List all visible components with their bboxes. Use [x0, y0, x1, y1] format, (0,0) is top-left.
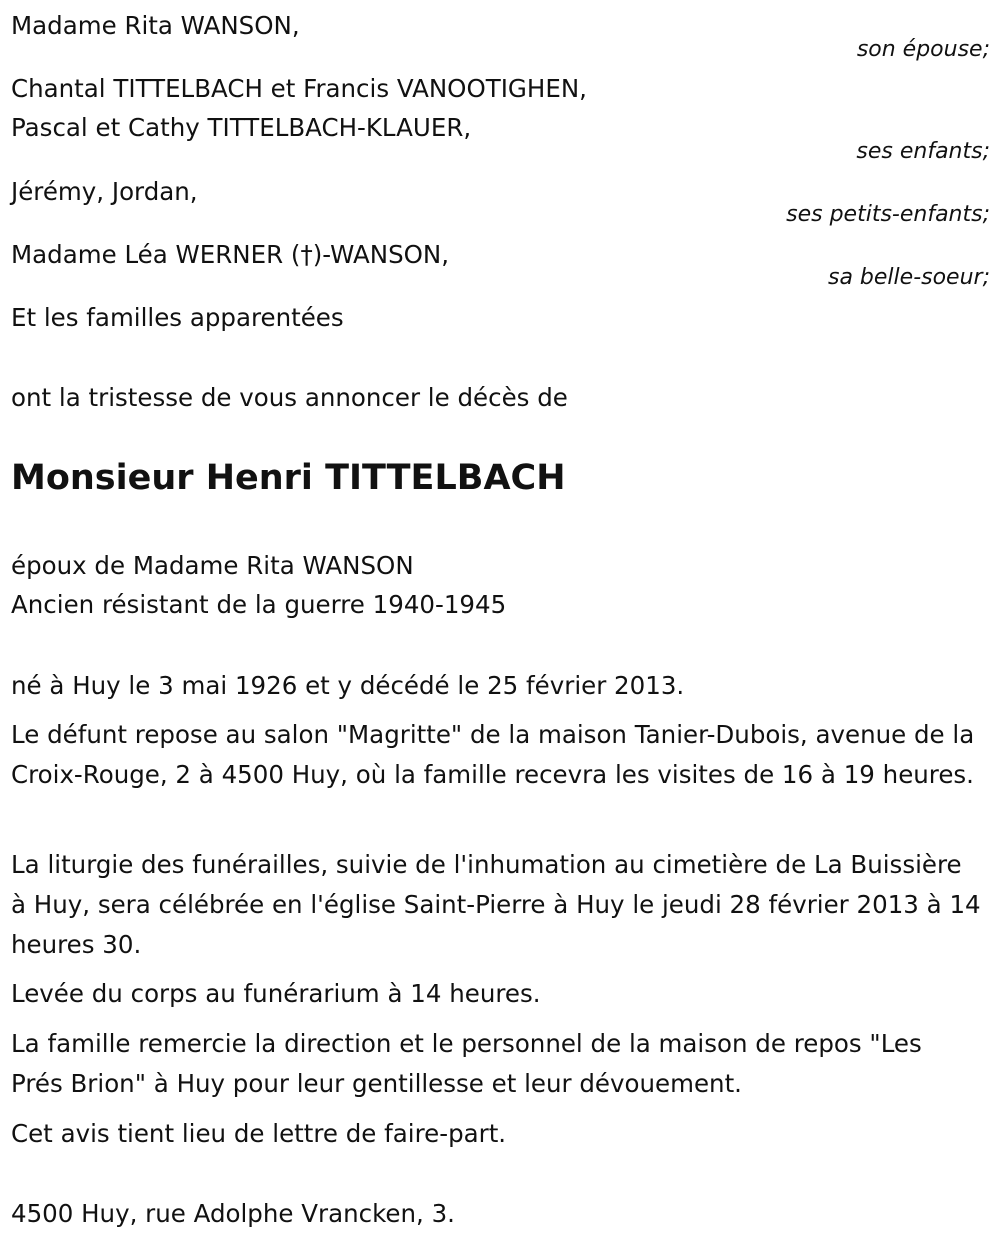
deceased-name: Monsieur Henri TITTELBACH — [11, 458, 566, 498]
child-name-2: Pascal et Cathy TITTELBACH-KLAUER, — [11, 113, 472, 142]
children-role: ses enfants; — [856, 139, 990, 164]
spouse-role: son épouse; — [856, 37, 990, 62]
spouse-name: Madame Rita WANSON, — [11, 11, 300, 40]
relatives-line: Et les familles apparentées — [11, 303, 344, 332]
notice-line: Cet avis tient lieu de lettre de faire-part. — [11, 1119, 507, 1148]
sister-in-law-name: Madame Léa WERNER (†)-WANSON, — [11, 240, 450, 269]
deceased-distinction: Ancien résistant de la guerre 1940-1945 — [11, 590, 507, 619]
funeral-paragraph: La liturgie des funérailles, suivie de l'inhumation au cimetière de La Buissière à Huy, sera célébrée en l'église Saint-Pierre à Huy le jeudi 28 février 2013 à 14 heures 30. — [11, 850, 981, 959]
thanks-paragraph: La famille remercie la direction et le personnel de la maison de repos "Les Prés Brion" à Huy pour leur gentillesse et leur dévouement. — [11, 1029, 922, 1098]
grandchildren-role: ses petits-enfants; — [786, 202, 990, 227]
child-name-1: Chantal TITTELBACH et Francis VANOOTIGHEN, — [11, 74, 587, 103]
grandchildren-names: Jérémy, Jordan, — [11, 177, 198, 206]
address-line: 4500 Huy, rue Adolphe Vrancken, 3. — [11, 1199, 455, 1228]
removal-line: Levée du corps au funérarium à 14 heures. — [11, 979, 541, 1008]
rest-paragraph: Le défunt repose au salon "Magritte" de la maison Tanier-Dubois, avenue de la Croix-Rouge, 2 à 4500 Huy, où la famille recevra les visites de 16 à 19 heures. — [11, 720, 975, 789]
birth-death-line: né à Huy le 3 mai 1926 et y décédé le 25 février 2013. — [11, 671, 685, 700]
sister-in-law-role: sa belle-soeur; — [828, 265, 990, 290]
deceased-spouse-line: époux de Madame Rita WANSON — [11, 551, 414, 580]
announcement-line: ont la tristesse de vous annoncer le décès de — [11, 383, 568, 412]
